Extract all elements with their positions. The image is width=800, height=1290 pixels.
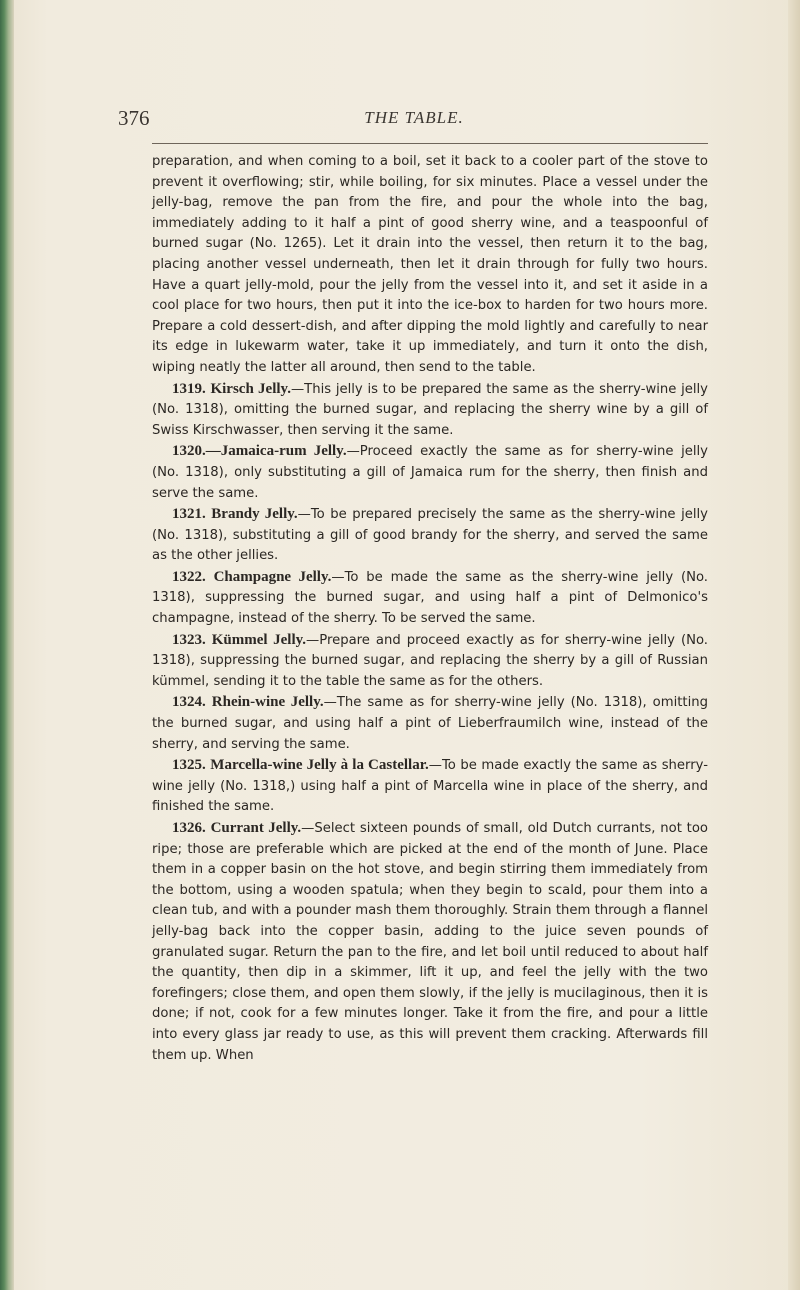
recipe-1322 [152,567,708,630]
recipe-number: 1320. [172,443,206,460]
recipe-text: —Select sixteen pounds of small, old Dutch currants, not too ripe; those are preferable which are picked at the end of the month of June. Place them in a copper basin on the hot stove, and begin stirring them immediately from the bottom, using a wooden spatula; when they begin to scald, pour them into a clean tub, and with a pounder mash them thoroughly. Strain them through a flannel jelly-bag back into the copper basin, adding to the juice seven pounds of granulated sugar. Return the pan to the fire, and let boil until reduced to about half the quantity, then dip in a skimmer, lift it up, and feel the jelly with the two forefingers; close them, and open them slowly, if the jelly is mucilaginous, then it is done; if not, cook for a few minutes longer. Take it from the fire, and pour a little into every glass jar ready to use, as this will prevent them cracking. Afterwards fill them up. When [152,821,708,1063]
recipe-number: 1325. [172,757,206,774]
recipe-text: —Proceed exactly the same as for sherry-wine jelly (No. 1318), only substituting a gill of Jamaica rum for the sherry, then finish and serve the same. [152,444,708,501]
book-spine [0,0,14,1290]
recipe-text: —To be prepared precisely the same as the sherry-wine jelly (No. 1318), substituting a gill of good brandy for the sherry, and served the same as the other jellies. [152,507,708,564]
recipe-number: 1319. [172,380,206,397]
page-number: 376 [118,106,150,130]
recipe-text: —Prepare and proceed exactly as for sherry-wine jelly (No. 1318), suppressing the burned sugar, and replacing the sherry by a gill of Russian kümmel, sending it to the table the same as for the others. [152,632,708,689]
recipe-title: Champagne Jelly. [213,568,332,585]
header-rule [152,143,708,144]
recipe-1324 [152,692,708,755]
recipe-text: —To be made exactly the same as sherry-wine jelly (No. 1318,) using half a pint of Marcella wine in place of the sherry, and finished the same. [152,758,708,815]
recipe-text: —This jelly is to be prepared the same as the sherry-wine jelly (No. 1318), omitting the burned sugar, and replacing the sherry wine by a gill of Swiss Kirschwasser, then serving it the same. [152,381,708,438]
recipe-1326 [152,818,708,1066]
recipe-title: —Jamaica-rum Jelly. [205,443,347,460]
recipe-number: 1321. [172,506,206,523]
recipe-number: 1326. [172,820,206,836]
recipe-text: —To be made the same as the sherry-wine jelly (No. 1318), suppressing the burned sugar, and using half a pint of Delmonico's champagne, instead of the sherry. To be served the same. [152,569,708,627]
continued-paragraph: preparation, and when coming to a boil, set it back to a cooler part of the stove to prevent it overflowing; stir, while boiling, for six minutes. Place a vessel under the jelly-bag, remove the pan from the fire, and pour the whole into the bag, immediately adding to it half a pint of good sherry wine, and a teaspoonful of burned sugar (No. 1265). Let it drain into the vessel, then return it to the bag, placing another vessel underneath, then let it drain through for fully two hours. Have a quart jelly-mold, pour the jelly from the vessel into it, and set it aside in a cool place for two hours, then put it into the ice-box to harden for two hours more. Prepare a cold dessert-dish, and after dipping the mold lightly and carefully to near its edge in lukewarm water, take it up immediately, and turn it onto the dish, wiping neatly the latter all around, then send to the table. [152,154,708,375]
recipe-number: 1324. [172,694,206,711]
recipe-title: Rhein-wine Jelly. [211,694,324,711]
recipe-title: Kirsch Jelly. [210,380,291,397]
recipe-number: 1322. [172,568,206,585]
recipe-title: Kümmel Jelly. [211,631,307,648]
recipe-1321 [152,504,708,567]
page-body [152,152,708,1066]
recipe-title: Marcella-wine Jelly à la Castellar. [210,757,429,774]
recipe-1319 [152,379,708,442]
running-title: THE TABLE. [364,108,464,127]
recipe-1323 [152,630,708,693]
page-header [118,106,710,136]
recipe-1325 [152,755,708,818]
recipe-text: —The same as for sherry-wine jelly (No. 1318), omitting the burned sugar, and using half a pint of Lieberfraumilch wine, instead of the sherry, and serving the same. [152,695,708,752]
recipe-1320 [152,441,708,504]
recipe-number: 1323. [172,631,206,648]
page-edge [788,0,800,1290]
recipe-title: Brandy Jelly. [211,506,298,523]
recipe-title: Currant Jelly. [210,820,302,836]
